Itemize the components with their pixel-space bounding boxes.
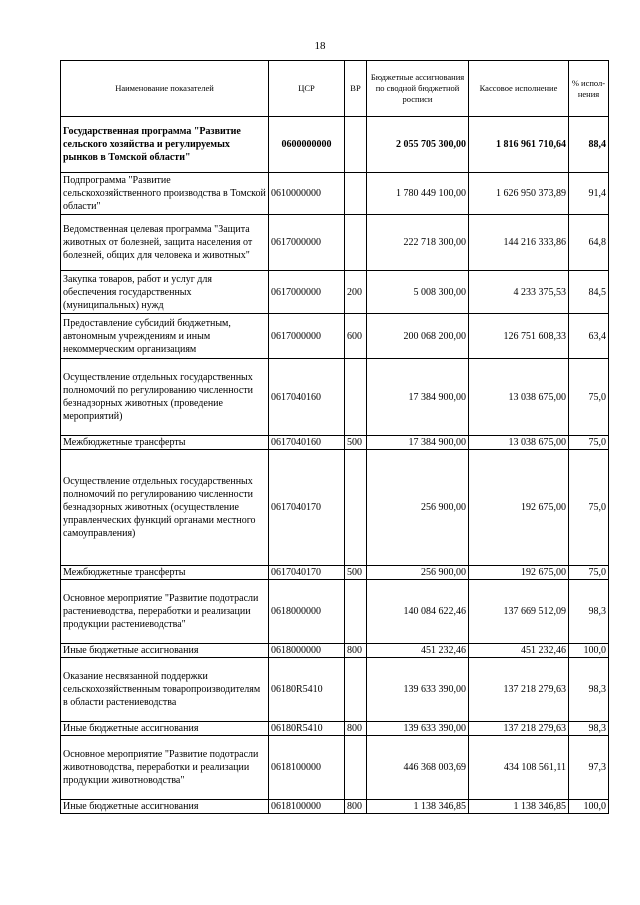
row-name: Государственная программа "Развитие сельского хозяйства и регулируемых рынков в Томской области" xyxy=(61,117,269,173)
page-number: 18 xyxy=(314,40,326,52)
row-csr-code: 0618100000 xyxy=(269,800,345,814)
header-name: Наименование показателей xyxy=(61,61,269,117)
row-name: Основное мероприятие "Развитие подотрасли животноводства, переработки и реализации продукции животноводства" xyxy=(61,736,269,800)
row-csr-code: 0617000000 xyxy=(269,215,345,271)
row-cash-amount: 13 038 675,00 xyxy=(469,436,569,450)
table-row xyxy=(61,736,609,800)
row-budget-amount: 140 084 622,46 xyxy=(367,580,469,644)
row-vr-code: 800 xyxy=(345,644,367,658)
table-row xyxy=(61,580,609,644)
table-header-row xyxy=(61,61,609,117)
row-csr-code: 0617040160 xyxy=(269,359,345,436)
row-budget-amount: 256 900,00 xyxy=(367,566,469,580)
row-cash-amount: 451 232,46 xyxy=(469,644,569,658)
row-percent: 98,3 xyxy=(569,722,609,736)
row-vr-code xyxy=(345,580,367,644)
header-cash: Кассовое исполнение xyxy=(469,61,569,117)
table-row xyxy=(61,117,609,173)
row-cash-amount: 192 675,00 xyxy=(469,450,569,566)
row-percent: 75,0 xyxy=(569,566,609,580)
table-row xyxy=(61,436,609,450)
row-csr-code: 0618100000 xyxy=(269,736,345,800)
row-percent: 98,3 xyxy=(569,658,609,722)
row-cash-amount: 137 218 279,63 xyxy=(469,658,569,722)
row-cash-amount: 1 138 346,85 xyxy=(469,800,569,814)
row-percent: 88,4 xyxy=(569,117,609,173)
row-vr-code: 600 xyxy=(345,314,367,359)
row-vr-code xyxy=(345,658,367,722)
row-vr-code xyxy=(345,359,367,436)
row-percent: 97,3 xyxy=(569,736,609,800)
row-percent: 84,5 xyxy=(569,271,609,314)
row-csr-code: 0610000000 xyxy=(269,173,345,215)
table-row xyxy=(61,314,609,359)
row-csr-code: 0618000000 xyxy=(269,644,345,658)
row-vr-code: 800 xyxy=(345,722,367,736)
table-row xyxy=(61,215,609,271)
row-budget-amount: 1 780 449 100,00 xyxy=(367,173,469,215)
row-budget-amount: 17 384 900,00 xyxy=(367,436,469,450)
row-name: Основное мероприятие "Развитие подотрасли растениеводства, переработки и реализации продукции растениеводства" xyxy=(61,580,269,644)
row-name: Ведомственная целевая программа "Защита животных от болезней, защита населения от болезней, общих для человека и животных" xyxy=(61,215,269,271)
row-vr-code: 500 xyxy=(345,436,367,450)
row-csr-code: 06180R5410 xyxy=(269,722,345,736)
row-percent: 64,8 xyxy=(569,215,609,271)
row-percent: 98,3 xyxy=(569,580,609,644)
header-vr: ВР xyxy=(345,61,367,117)
row-csr-code: 0600000000 xyxy=(269,117,345,173)
row-vr-code: 500 xyxy=(345,566,367,580)
row-percent: 75,0 xyxy=(569,359,609,436)
row-budget-amount: 222 718 300,00 xyxy=(367,215,469,271)
row-budget-amount: 139 633 390,00 xyxy=(367,658,469,722)
row-budget-amount: 256 900,00 xyxy=(367,450,469,566)
row-cash-amount: 1 816 961 710,64 xyxy=(469,117,569,173)
row-vr-code xyxy=(345,215,367,271)
row-percent: 75,0 xyxy=(569,450,609,566)
row-budget-amount: 5 008 300,00 xyxy=(367,271,469,314)
row-csr-code: 0617000000 xyxy=(269,271,345,314)
row-csr-code: 0618000000 xyxy=(269,580,345,644)
table-row xyxy=(61,800,609,814)
row-budget-amount: 2 055 705 300,00 xyxy=(367,117,469,173)
row-vr-code: 800 xyxy=(345,800,367,814)
row-cash-amount: 4 233 375,53 xyxy=(469,271,569,314)
row-percent: 100,0 xyxy=(569,644,609,658)
row-cash-amount: 434 108 561,11 xyxy=(469,736,569,800)
row-name: Межбюджетные трансферты xyxy=(61,566,269,580)
row-cash-amount: 1 626 950 373,89 xyxy=(469,173,569,215)
header-percent: % испол-нения xyxy=(569,61,609,117)
table-row xyxy=(61,359,609,436)
row-budget-amount: 200 068 200,00 xyxy=(367,314,469,359)
row-name: Подпрограмма "Развитие сельскохозяйственного производства в Томской области" xyxy=(61,173,269,215)
budget-table xyxy=(60,60,609,814)
table-row xyxy=(61,722,609,736)
row-cash-amount: 126 751 608,33 xyxy=(469,314,569,359)
table-row xyxy=(61,566,609,580)
header-budget: Бюджетные ассигнования по сводной бюджетной росписи xyxy=(367,61,469,117)
row-percent: 100,0 xyxy=(569,800,609,814)
table-row xyxy=(61,658,609,722)
row-budget-amount: 446 368 003,69 xyxy=(367,736,469,800)
row-budget-amount: 17 384 900,00 xyxy=(367,359,469,436)
row-name: Иные бюджетные ассигнования xyxy=(61,800,269,814)
row-name: Предоставление субсидий бюджетным, автономным учреждениям и иным некоммерческим организациям xyxy=(61,314,269,359)
row-budget-amount: 1 138 346,85 xyxy=(367,800,469,814)
row-csr-code: 06180R5410 xyxy=(269,658,345,722)
row-name: Осуществление отдельных государственных полномочий по регулированию численности безнадзорных животных (проведение мероприятий) xyxy=(61,359,269,436)
row-budget-amount: 139 633 390,00 xyxy=(367,722,469,736)
row-csr-code: 0617040170 xyxy=(269,566,345,580)
header-csr: ЦСР xyxy=(269,61,345,117)
row-vr-code xyxy=(345,117,367,173)
row-percent: 63,4 xyxy=(569,314,609,359)
row-name: Иные бюджетные ассигнования xyxy=(61,644,269,658)
row-cash-amount: 137 669 512,09 xyxy=(469,580,569,644)
table-row xyxy=(61,173,609,215)
row-vr-code: 200 xyxy=(345,271,367,314)
row-vr-code xyxy=(345,450,367,566)
row-name: Иные бюджетные ассигнования xyxy=(61,722,269,736)
row-budget-amount: 451 232,46 xyxy=(367,644,469,658)
row-cash-amount: 144 216 333,86 xyxy=(469,215,569,271)
row-cash-amount: 137 218 279,63 xyxy=(469,722,569,736)
row-percent: 91,4 xyxy=(569,173,609,215)
table-row xyxy=(61,271,609,314)
row-csr-code: 0617040170 xyxy=(269,450,345,566)
row-vr-code xyxy=(345,173,367,215)
row-csr-code: 0617040160 xyxy=(269,436,345,450)
row-name: Межбюджетные трансферты xyxy=(61,436,269,450)
table-row xyxy=(61,450,609,566)
row-vr-code xyxy=(345,736,367,800)
row-name: Закупка товаров, работ и услуг для обеспечения государственных (муниципальных) нужд xyxy=(61,271,269,314)
row-cash-amount: 192 675,00 xyxy=(469,566,569,580)
row-name: Оказание несвязанной поддержки сельскохозяйственным товаропроизводителям в области растениеводства xyxy=(61,658,269,722)
table-row xyxy=(61,644,609,658)
row-cash-amount: 13 038 675,00 xyxy=(469,359,569,436)
row-name: Осуществление отдельных государственных полномочий по регулированию численности безнадзорных животных (осуществление управленческих функций органами местного самоуправления) xyxy=(61,450,269,566)
row-csr-code: 0617000000 xyxy=(269,314,345,359)
row-percent: 75,0 xyxy=(569,436,609,450)
